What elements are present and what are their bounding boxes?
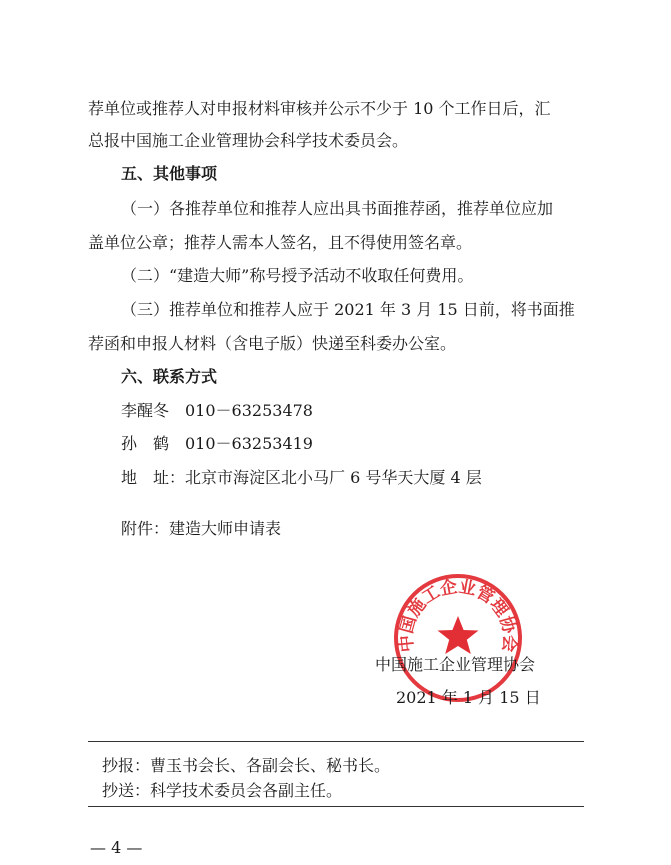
signature-org: 中国施工企业管理协会 xyxy=(375,655,536,674)
page-number: — 4 — xyxy=(90,838,143,857)
divider xyxy=(88,741,584,742)
paragraph-line: 荐函和申报人材料（含电子版）快递至科委办公室。 xyxy=(88,334,457,353)
address-line: 地 址：北京市海淀区北小马厂 6 号华天大厦 4 层 xyxy=(121,468,482,487)
section-heading: 六、联系方式 xyxy=(121,367,218,386)
cc-copy-line: 抄送：科学技术委员会各副主任。 xyxy=(102,781,343,800)
attachment-line: 附件：建造大师申请表 xyxy=(121,519,282,538)
paragraph-line: （一）各推荐单位和推荐人应出具书面推荐函，推荐单位应加 xyxy=(121,199,554,218)
signature-date: 2021 年 1 月 15 日 xyxy=(396,688,541,707)
seal-text: 中国施工企业管理协会 xyxy=(396,577,520,653)
paragraph-line: 荐单位或推荐人对申报材料审核并公示不少于 10 个工作日后，汇 xyxy=(88,99,551,118)
seal-star-icon xyxy=(438,616,479,654)
official-seal-stamp xyxy=(392,572,524,704)
paragraph-line: （二）“建造大师”称号授予活动不收取任何费用。 xyxy=(121,266,474,285)
contact-line: 李醒冬 010－63253478 xyxy=(121,401,313,420)
paragraph-line: （三）推荐单位和推荐人应于 2021 年 3 月 15 日前，将书面推 xyxy=(121,300,575,319)
cc-report-line: 抄报：曹玉书会长、各副会长、秘书长。 xyxy=(102,756,391,775)
paragraph-line: 总报中国施工企业管理协会科学技术委员会。 xyxy=(88,131,409,150)
section-heading: 五、其他事项 xyxy=(121,164,218,183)
contact-line: 孙 鹤 010－63253419 xyxy=(121,434,313,453)
paragraph-line: 盖单位公章；推荐人需本人签名，且不得使用签名章。 xyxy=(88,233,473,252)
divider xyxy=(88,806,584,807)
